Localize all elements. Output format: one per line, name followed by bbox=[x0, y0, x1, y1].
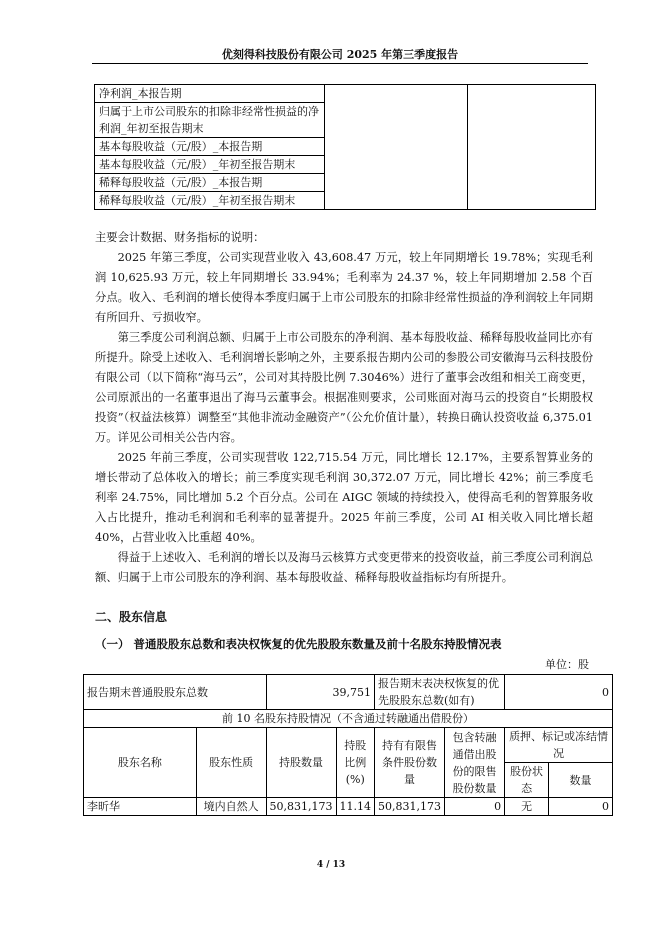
table-row bbox=[84, 710, 613, 728]
table-header-row bbox=[84, 728, 613, 763]
header-pledge-status: 股份状态 bbox=[505, 763, 549, 798]
holder-pledge-status: 无 bbox=[505, 798, 549, 816]
row-label: 归属于上市公司股东的扣除非经常性损益的净利润_年初至报告期末 bbox=[95, 103, 325, 138]
header-ratio: 持股比例(%) bbox=[336, 728, 375, 798]
explanation-paragraph-4: 得益于上述收入、毛利润的增长以及海马云核算方式变更带来的投资收益，前三季度公司利润总额、归属于上市公司股东的净利润、基本每股收益、稀释每股收益指标均有所提升。 bbox=[95, 551, 593, 584]
holder-shares: 50,831,173 bbox=[266, 798, 336, 816]
top10-caption: 前 10 名股东持股情况（不含通过转融通出借股份） bbox=[84, 710, 613, 728]
header-pledge-qty: 数量 bbox=[549, 763, 613, 798]
preferred-holders-value: 0 bbox=[505, 675, 613, 710]
page-header: 优刻得科技股份有限公司 2025 年第三季度报告 bbox=[221, 48, 459, 61]
header-restricted: 持有有限售条件股份数量 bbox=[375, 728, 445, 798]
empty-cell bbox=[324, 85, 467, 210]
header-pledge-group: 质押、标记或冻结情况 bbox=[505, 728, 613, 763]
row-label: 稀释每股收益（元/股）_年初至报告期末 bbox=[95, 192, 325, 210]
financial-indicators-table bbox=[94, 84, 596, 210]
header-lent: 包含转融通借出股份的限售股份数量 bbox=[445, 728, 505, 798]
holder-restricted: 50,831,173 bbox=[375, 798, 445, 816]
shareholder-table bbox=[83, 674, 613, 816]
holder-ratio: 11.14 bbox=[336, 798, 375, 816]
row-label: 稀释每股收益（元/股）_本报告期 bbox=[95, 174, 325, 192]
explanation-paragraph-3: 2025 年前三季度，公司实现营收 122,715.54 万元，同比增长 12.17%，主要系智算业务的增长带动了总体收入的增长；前三季度实现毛利润 30,372.07 万元，同比增长 42%；前三季度毛利率 24.75%，同比增加 5.2 个百分点。公司在 AIGC 领域的持续投入，使得高毛利的智算服务收入占比提升，推动毛利润和毛利率的显著提升。2025 年前三季度，公司 AI 相关收入同比增长超 40%，占营业收入比重超 40%。 bbox=[95, 451, 593, 544]
section-title: 二、股东信息 bbox=[95, 610, 168, 624]
header-name: 股东名称 bbox=[84, 728, 197, 798]
row-label: 基本每股收益（元/股）_本报告期 bbox=[95, 138, 325, 156]
holder-nature: 境内自然人 bbox=[196, 798, 266, 816]
header-shares: 持股数量 bbox=[266, 728, 336, 798]
holder-lent: 0 bbox=[445, 798, 505, 816]
explanation-paragraph-1: 2025 年第三季度，公司实现营业收入 43,608.47 万元，较上年同期增长 19.78%；实现毛利润 10,625.93 万元，较上年同期增长 33.94%；毛利率为 24.37 %，较上年同期增加 2.58 个百分点。收入、毛利润的增长使得本季度归属于上市公司股东的扣除非经常性损益的净利润较上年同期有所回升、亏损收窄。 bbox=[95, 251, 593, 324]
empty-cell bbox=[468, 85, 596, 210]
table-row bbox=[84, 798, 613, 816]
explanation-paragraph-2: 第三季度公司利润总额、归属于上市公司股东的净利润、基本每股收益、稀释每股收益同比亦有所提升。除受上述收入、毛利润增长影响之外，主要系报告期内公司的参股公司安徽海马云科技股份有限公司（以下简称“海马云”，公司对其持股比例 7.3046%）进行了董事会改组和相关工商变更，公司原派出的一名董事退出了海马云董事会。根据准则要求，公司账面对海马云的投资自“长期股权投资”（权益法核算）调整至“其他非流动金融资产”（公允价值计量），转换日确认投资收益 6,375.01 万。详见公司相关公告内容。 bbox=[95, 331, 593, 444]
preferred-holders-label: 报告期末表决权恢复的优先股股东总数(如有) bbox=[375, 675, 505, 710]
explanation-heading: 主要会计数据、财务指标的说明： bbox=[95, 231, 265, 244]
row-label: 基本每股收益（元/股）_年初至报告期末 bbox=[95, 156, 325, 174]
page-number: 4 / 13 bbox=[316, 860, 346, 870]
holder-name: 李昕华 bbox=[84, 798, 197, 816]
table-row bbox=[84, 675, 613, 710]
row-label: 净利润_本报告期 bbox=[95, 85, 325, 103]
total-holders-value: 39,751 bbox=[266, 675, 374, 710]
header-nature: 股东性质 bbox=[196, 728, 266, 798]
subsection-title: （一） 普通股股东总数和表决权恢复的优先股股东数量及前十名股东持股情况表 bbox=[95, 637, 502, 651]
header-rule bbox=[92, 63, 588, 64]
holder-pledge-qty: 0 bbox=[549, 798, 613, 816]
table-row bbox=[95, 85, 596, 103]
total-holders-label: 报告期末普通股股东总数 bbox=[84, 675, 267, 710]
explanation-section bbox=[95, 228, 593, 588]
unit-label: 单位：股 bbox=[545, 658, 589, 671]
